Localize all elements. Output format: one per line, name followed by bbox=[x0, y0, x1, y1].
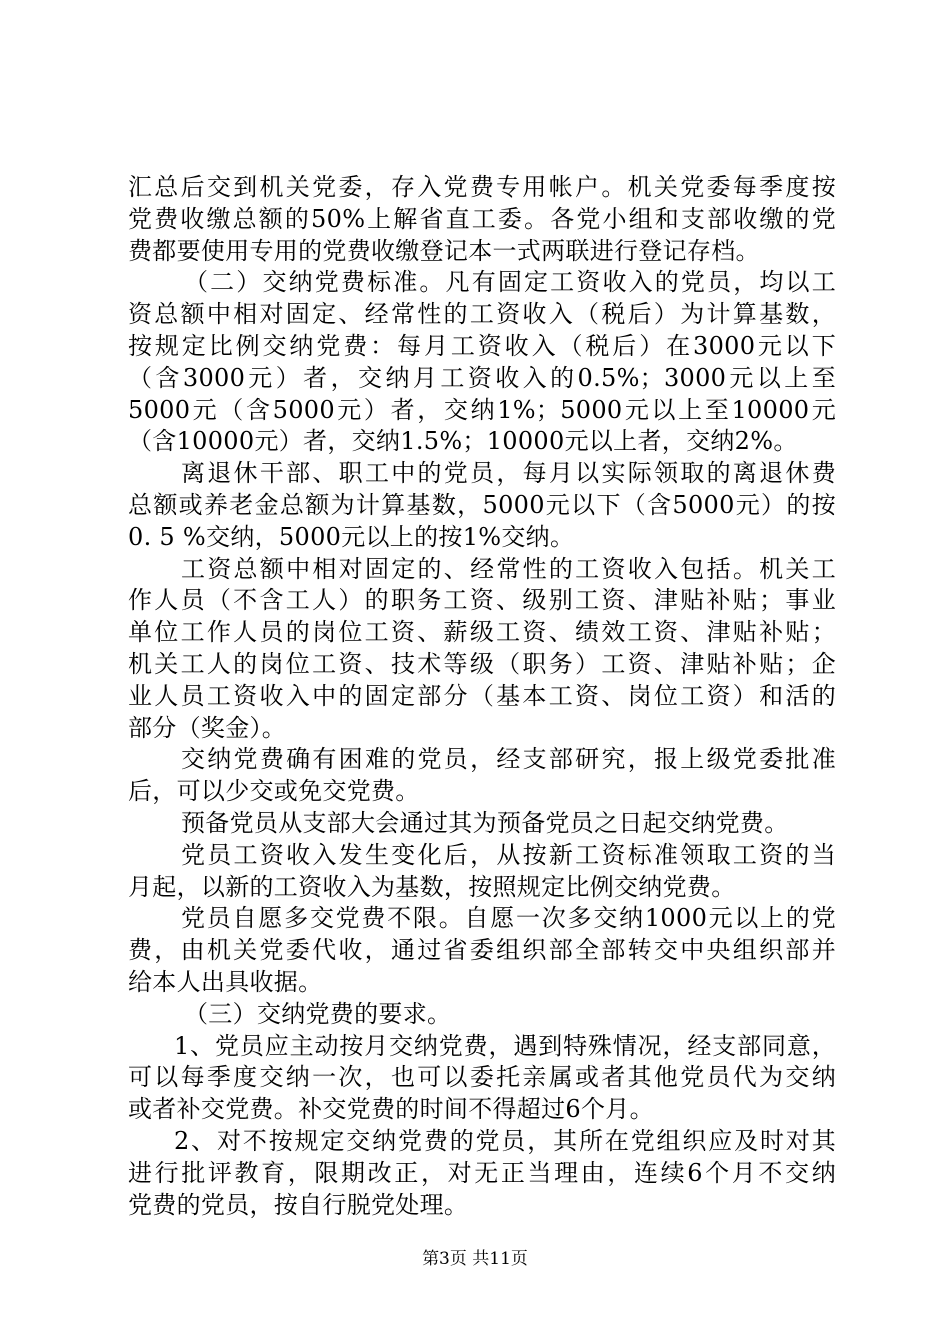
text-line: 机关工人的岗位工资、技术等级（职务）工资、津贴补贴；企 bbox=[128, 649, 836, 678]
text-line: 党费的党员，按自行脱党处理。 bbox=[128, 1190, 469, 1219]
text-line: 交纳党费确有困难的党员，经支部研究，报上级党委批准 bbox=[181, 745, 836, 774]
text-line: （二）交纳党费标准。凡有固定工资收入的党员，均以工 bbox=[184, 268, 836, 297]
text-line: 离退休干部、职工中的党员，每月以实际领取的离退休费 bbox=[181, 459, 836, 488]
text-line: 按规定比例交纳党费：每月工资收入（税后）在3000元以下 bbox=[128, 331, 836, 360]
text-line: 部分（奖金）。 bbox=[128, 713, 287, 742]
text-line: 党员自愿多交党费不限。自愿一次多交纳1000元以上的党 bbox=[181, 904, 836, 933]
document-body bbox=[128, 172, 836, 1221]
text-line: 预备党员从支部大会通过其为预备党员之日起交纳党费。 bbox=[181, 808, 789, 837]
text-line: 进行批评教育，限期改正，对无正当理由，连续6个月不交纳 bbox=[128, 1158, 836, 1187]
text-line: 作人员（不含工人）的职务工资、级别工资、津贴补贴；事业 bbox=[128, 586, 836, 615]
text-line: 2、对不按规定交纳党费的党员，其所在党组织应及时对其 bbox=[174, 1126, 836, 1155]
text-line: 工资总额中相对固定的、经常性的工资收入包括。机关工 bbox=[181, 554, 836, 583]
text-line: 月起，以新的工资收入为基数，按照规定比例交纳党费。 bbox=[128, 872, 736, 901]
text-line: 0. 5 %交纳，5000元以上的按1%交纳。 bbox=[128, 522, 575, 551]
section-heading: （三）交纳党费的要求。 bbox=[184, 999, 452, 1028]
text-line: 资总额中相对固定、经常性的工资收入（税后）为计算基数， bbox=[128, 300, 836, 329]
text-line: 给本人出具收据。 bbox=[128, 967, 323, 996]
text-line: 1、党员应主动按月交纳党费，遇到特殊情况，经支部同意， bbox=[174, 1031, 836, 1060]
text-line: 可以每季度交纳一次，也可以委托亲属或者其他党员代为交纳 bbox=[128, 1063, 836, 1092]
text-line: 业人员工资收入中的固定部分（基本工资、岗位工资）和活的 bbox=[128, 681, 836, 710]
text-line: 或者补交党费。补交党费的时间不得超过6个月。 bbox=[128, 1095, 654, 1124]
text-line: 党员工资收入发生变化后，从按新工资标准领取工资的当 bbox=[181, 840, 836, 869]
text-line: 汇总后交到机关党委，存入党费专用帐户。机关党委每季度按 bbox=[128, 173, 836, 201]
text-line: 后，可以少交或免交党费。 bbox=[128, 777, 420, 806]
page-number-footer: 第3页 共11页 bbox=[422, 1249, 528, 1269]
text-line: 费，由机关党委代收，通过省委组织部全部转交中央组织部并 bbox=[128, 936, 836, 965]
text-line: 费都要使用专用的党费收缴登记本一式两联进行登记存档。 bbox=[128, 236, 760, 265]
text-line: 单位工作人员的岗位工资、薪级工资、绩效工资、津贴补贴； bbox=[128, 618, 836, 647]
text-line: 5000元（含5000元）者，交纳1%；5000元以上至10000元 bbox=[128, 395, 836, 424]
text-line: 总额或养老金总额为计算基数，5000元以下（含5000元）的按 bbox=[128, 490, 836, 519]
text-line: （含10000元）者，交纳1.5%；10000元以上者，交纳2%。 bbox=[128, 427, 798, 456]
text-line: （含3000元）者，交纳月工资收入的0.5%；3000元以上至 bbox=[128, 363, 836, 392]
text-line: 党费收缴总额的50%上解省直工委。各党小组和支部收缴的党 bbox=[128, 204, 836, 233]
